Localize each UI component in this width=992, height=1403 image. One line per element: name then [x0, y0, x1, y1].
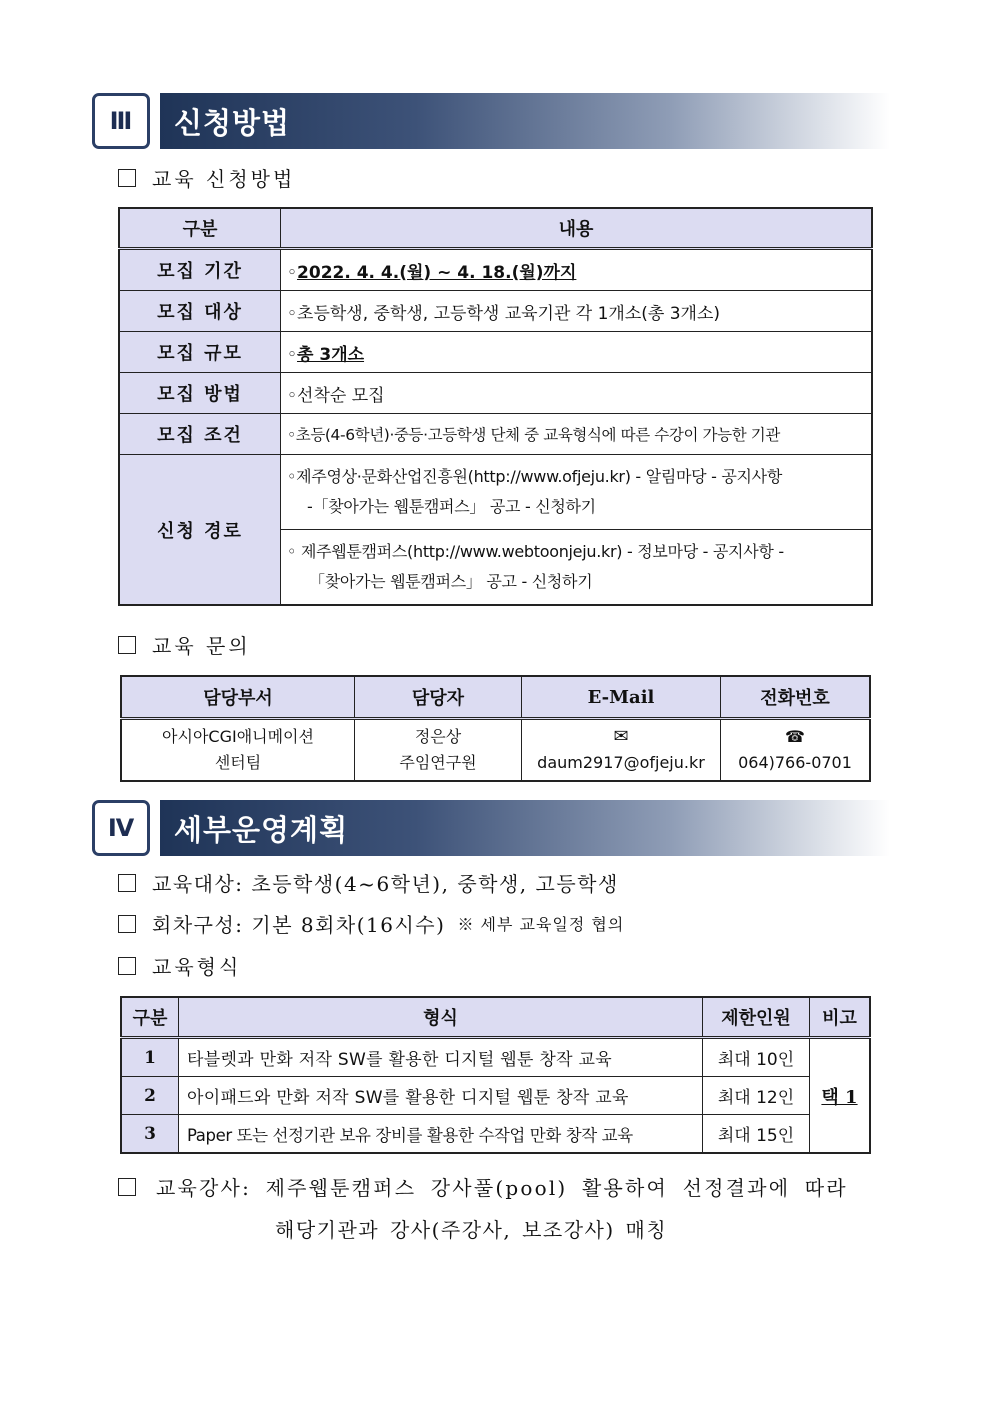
envelope-icon: ✉: [613, 726, 629, 747]
checkbox-icon: [118, 636, 136, 654]
table-row: ◦ 제주웹툰캠퍼스(http://www.webtoonjeju.kr) - 정보마당 - 공지사항 - 「찾아가는 웹툰캠퍼스」 공고 - 신청하기: [119, 530, 872, 606]
table-row: 2 아이패드와 만화 저작 SW를 활용한 디지털 웹툰 창작 교육 최대 12인: [121, 1077, 870, 1115]
inquiry-heading: 교육 문의: [118, 630, 251, 659]
col-header: 내용: [281, 208, 873, 249]
table-row: 3 Paper 또는 선정기관 보유 장비를 활용한 수작업 만화 창작 교육 최대 15인: [121, 1115, 870, 1154]
checkbox-icon: [118, 957, 136, 975]
format-heading: 교육형식: [118, 951, 241, 980]
section-number: Ⅳ: [92, 800, 150, 856]
section-number: Ⅲ: [92, 93, 150, 149]
checkbox-icon: [118, 1178, 136, 1196]
table-row: 모집 기간 ◦2022. 4. 4.(월) ~ 4. 18.(월)까지: [119, 249, 872, 291]
checkbox-icon: [118, 915, 136, 933]
table-row: 1 타블렛과 만화 저작 SW를 활용한 디지털 웹툰 창작 교육 최대 10인 택 1: [121, 1038, 870, 1077]
section-title-bar: [160, 800, 890, 856]
instructor-line: 교육강사: 제주웹툰캠퍼스 강사풀(pool) 활용하여 선정결과에 따라: [118, 1172, 848, 1201]
table-row: 신청 경로 ◦제주영상·문화산업진흥원(http://www.ofjeju.kr) - 알림마당 - 공지사항 -「찾아가는 웹툰캠퍼스」 공고 - 신청하기: [119, 455, 872, 530]
table-row: 모집 방법 ◦선착순 모집: [119, 373, 872, 414]
section-4-header: [92, 800, 892, 858]
target-line: 교육대상: 초등학생(4~6학년), 중학생, 고등학생: [118, 868, 619, 897]
checkbox-icon: [118, 874, 136, 892]
table-row: 모집 조건 ◦초등(4-6학년)·중등·고등학생 단체 중 교육형식에 따른 수강이 가능한 기관: [119, 414, 872, 455]
table-row: 아시아CGI애니메이션 센터팀 정은상 주임연구원 ✉ daum2917@ofjeju.kr ☎ 064)766-0701: [121, 719, 870, 782]
checkbox-icon: [118, 169, 136, 187]
section-title: 신청방법: [174, 105, 291, 140]
section-title-bar: [160, 93, 890, 149]
table-row: 모집 대상 ◦초등학생, 중학생, 고등학생 교육기관 각 1개소(총 3개소): [119, 291, 872, 332]
section-3-header: [92, 93, 892, 151]
col-header: 구분: [119, 208, 281, 249]
phone-icon: ☎: [785, 727, 805, 746]
sessions-line: 회차구성: 기본 8회차(16시수) ※ 세부 교육일정 협의: [118, 909, 624, 938]
inquiry-table: 담당부서 담당자 E-Mail 전화번호 아시아CGI애니메이션 센터팀 정은상 주임연구원 ✉ daum2917@ofjeju.kr ☎ 064)766-0701: [120, 675, 871, 782]
table-row: 모집 규모 ◦총 3개소: [119, 332, 872, 373]
section-title: 세부운영계획: [174, 812, 349, 847]
apply-heading: 교육 신청방법: [118, 163, 295, 192]
email-link[interactable]: daum2917@ofjeju.kr: [537, 753, 705, 772]
apply-table: [118, 207, 873, 606]
format-table: 구분 형식 제한인원 비고 1 타블렛과 만화 저작 SW를 활용한 디지털 웹툰 창작 교육 최대 10인 택 1 2 아이패드와 만화 저작 SW를 활용한 디지털 웹툰 창작 교육 최대 12인 3 Paper 또는 선정기관 보유 장비를 활용한 수작업 만화 창작 교육 최대 15인: [120, 996, 871, 1154]
period-value: 2022. 4. 4.(월) ~ 4. 18.(월)까지: [297, 262, 577, 283]
instructor-line-2: 해당기관과 강사(주강사, 보조강사) 매칭: [275, 1218, 668, 1242]
